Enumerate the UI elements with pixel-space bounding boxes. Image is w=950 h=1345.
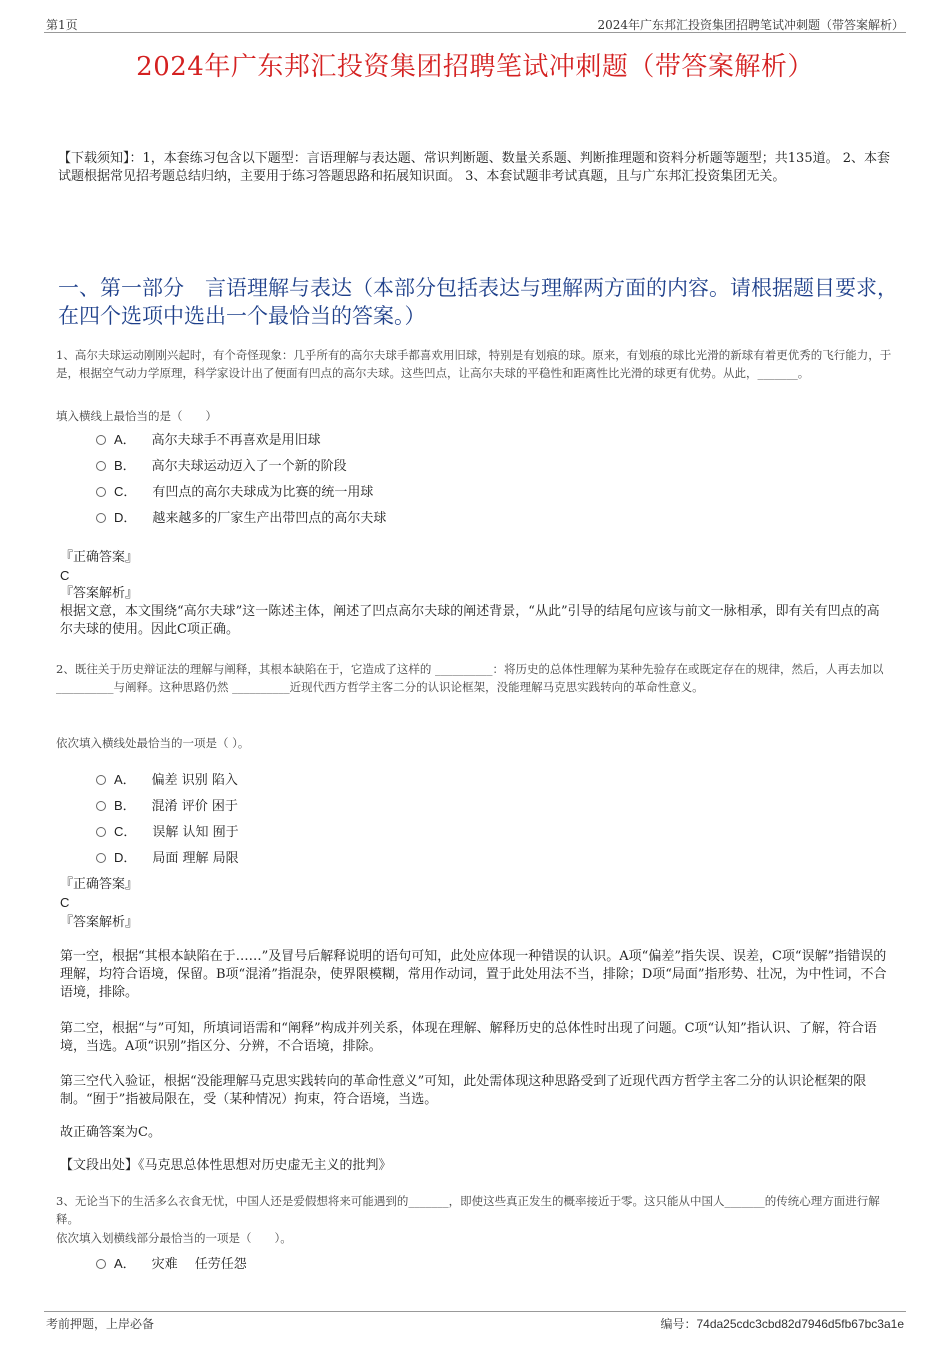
- page-footer: [44, 1311, 906, 1336]
- radio-icon[interactable]: [96, 487, 106, 497]
- page-title: 2024年广东邦汇投资集团招聘笔试冲刺题（带答案解析）: [136, 52, 814, 82]
- option-letter: A．: [114, 771, 136, 787]
- source-citation: 【文段出处】《马克思总体性思想对历史虚无主义的批判》: [60, 1158, 392, 1173]
- option-text: 越来越多的厂家生产出带凹点的高尔夫球: [152, 510, 387, 526]
- question-2-prompt: 依次填入横线处最恰当的一项是（ ）。: [56, 736, 250, 750]
- option-text: 灾难 任劳任怨: [151, 1256, 247, 1272]
- option-b[interactable]: [96, 791, 239, 817]
- question-2-text: 2、既往关于历史辩证法的理解与阐释，其根本缺陷在于，它造成了这样的 __________：将历史的总体性理解为某种先验存在或既定存在的规律，然后，人再去加以 __________与阐释。这种思路仍然 __________近现代西方哲学主客二分的认识论框架，没能理解马克思实践转向的革命性意义。: [56, 662, 884, 694]
- option-letter: A．: [114, 431, 136, 447]
- header-doc-title: 2024年广东邦汇投资集团招聘笔试冲刺题（带答案解析）: [597, 18, 904, 32]
- analysis-paragraph-2: 第二空，根据“与”可知，所填词语需和“阐释”构成并列关系，体现在理解、解释历史的总体性时出现了问题。C项“认知”指认识、了解，符合语境，当选。A项“识别”指区分、分辨，不合语境，排除。: [60, 1021, 877, 1054]
- question-2-answer-block: [60, 876, 890, 932]
- option-b[interactable]: [96, 451, 386, 477]
- radio-icon[interactable]: [96, 775, 106, 785]
- option-letter: C．: [114, 483, 137, 499]
- question-2-options: [96, 765, 239, 869]
- question-1-prompt: 填入横线上最恰当的是（ ）: [56, 409, 217, 423]
- option-letter: A．: [114, 1255, 136, 1271]
- correct-answer: C: [60, 895, 70, 910]
- section-heading: 一、第一部分 言语理解与表达（本部分包括表达与理解两方面的内容。请根据题目要求，在四个选项中选出一个最恰当的答案。）: [58, 276, 898, 328]
- option-text: 误解 认知 囿于: [152, 824, 239, 840]
- footer-slogan: 考前押题，上岸必备: [46, 1317, 155, 1331]
- analysis-label: 『答案解析』: [60, 586, 139, 601]
- analysis-conclusion: 故正确答案为C。: [60, 1125, 161, 1140]
- option-text: 高尔夫球手不再喜欢是用旧球: [151, 432, 321, 448]
- option-text: 有凹点的高尔夫球成为比赛的统一用球: [152, 484, 374, 500]
- option-text: 高尔夫球运动迈入了一个新的阶段: [151, 458, 347, 474]
- option-c[interactable]: [96, 817, 239, 843]
- option-text: 混淆 评价 困于: [151, 798, 238, 814]
- answer-label: 『正确答案』: [60, 877, 139, 892]
- question-3-options: [96, 1249, 247, 1275]
- option-text: 偏差 识别 陷入: [151, 772, 238, 788]
- question-1-text: 1、高尔夫球运动刚刚兴起时，有个奇怪现象：几乎所有的高尔夫球手都喜欢用旧球，特别是有划痕的球。原来，有划痕的球比光滑的新球有着更优秀的飞行能力，于是，根据空气动力学原理，科学家设计出了便面有凹点的高尔夫球。这些凹点，让高尔夫球的平稳性和距离性比光滑的球更有优势。从此，_______。: [56, 348, 892, 380]
- option-a[interactable]: [96, 425, 386, 451]
- answer-label: 『正确答案』: [60, 550, 139, 565]
- radio-icon[interactable]: [96, 513, 106, 523]
- option-a[interactable]: [96, 1249, 247, 1275]
- option-d[interactable]: [96, 503, 386, 529]
- option-letter: D．: [114, 509, 137, 525]
- page-header: [44, 14, 906, 33]
- option-a[interactable]: [96, 765, 239, 791]
- analysis-text: 根据文意，本文围绕“高尔夫球”这一陈述主体，阐述了凹点高尔夫球的阐述背景，“从此”引导的结尾句应该与前文一脉相承，即有关有凹点的高尔夫球的使用。因此C项正确。: [60, 604, 880, 637]
- option-letter: B．: [114, 457, 136, 473]
- radio-icon[interactable]: [96, 827, 106, 837]
- question-3-text: 3、无论当下的生活多么衣食无忧，中国人还是爱假想将来可能遇到的_______，即使这些真正发生的概率接近于零。这只能从中国人_______的传统心理方面进行解释。: [56, 1194, 880, 1226]
- analysis-label: 『答案解析』: [60, 915, 139, 930]
- option-letter: D．: [114, 849, 137, 865]
- analysis-paragraph-3: 第三空代入验证，根据“没能理解马克思实践转向的革命性意义”可知，此处需体现这种思路受到了近现代西方哲学主客二分的认识论框架的限制。“囿于”指被局限在，受（某种情况）拘束，符合语境，当选。: [60, 1074, 867, 1107]
- code-label: 编号：: [660, 1317, 697, 1331]
- download-notice: 【下载须知】：1，本套练习包含以下题型：言语理解与表达题、常识判断题、数量关系题、判断推理题和资料分析题等题型；共135道。 2、本套试题根据常见招考题总结归纳，主要用于练习答题思路和拓展知识面。 3、本套试题非考试真题，且与广东邦汇投资集团无关。: [58, 151, 890, 184]
- analysis-paragraph-1: 第一空，根据“其根本缺陷在于……”及冒号后解释说明的语句可知，此处应体现一种错误的认识。A项“偏差”指失误、误差，C项“误解”指错误的理解，均符合语境，保留。B项“混淆”指混杂，使界限模糊，常用作动词，置于此处用法不当，排除；D项“局面”指形势、壮况，为中性词，不合语境，排除。: [60, 949, 887, 1000]
- question-3-prompt: 依次填入划横线部分最恰当的一项是（ ）。: [56, 1231, 292, 1245]
- correct-answer: C: [60, 568, 70, 583]
- page-number: 第1页: [46, 18, 78, 32]
- option-d[interactable]: [96, 843, 239, 869]
- radio-icon[interactable]: [96, 435, 106, 445]
- option-letter: C．: [114, 823, 137, 839]
- footer-code: [660, 1315, 904, 1332]
- code-value: 74da25cdc3cbd82d7946d5fb67bc3a1e: [696, 1317, 904, 1331]
- option-c[interactable]: [96, 477, 386, 503]
- radio-icon[interactable]: [96, 461, 106, 471]
- radio-icon[interactable]: [96, 801, 106, 811]
- radio-icon[interactable]: [96, 853, 106, 863]
- question-1-options: [96, 425, 386, 529]
- radio-icon[interactable]: [96, 1259, 106, 1269]
- option-letter: B．: [114, 797, 136, 813]
- question-1-answer-block: [60, 549, 890, 639]
- option-text: 局面 理解 局限: [152, 850, 239, 866]
